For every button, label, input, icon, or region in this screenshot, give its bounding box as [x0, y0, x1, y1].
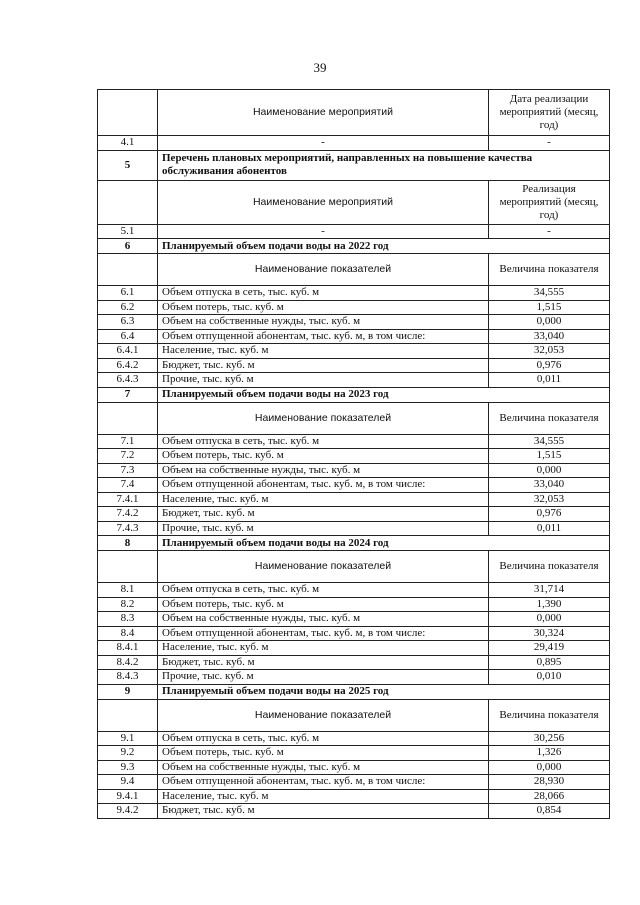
table-row — [98, 507, 610, 522]
row-num: 7.4 — [98, 478, 158, 493]
row-value: 29,419 — [489, 641, 610, 656]
row-num: 9.2 — [98, 746, 158, 761]
row-num: 6.4.3 — [98, 373, 158, 388]
table-row — [98, 760, 610, 775]
table-row — [98, 775, 610, 790]
row-value: 1,515 — [489, 300, 610, 315]
section-title: Планируемый объем подачи воды на 2022 год — [158, 239, 610, 254]
row-num: 4.1 — [98, 136, 158, 151]
row-name: Объем отпуска в сеть, тыс. куб. м — [158, 731, 489, 746]
row-num: 6.2 — [98, 300, 158, 315]
row-num: 8.4 — [98, 626, 158, 641]
row-num: 7.3 — [98, 463, 158, 478]
row-name: Объем на собственные нужды, тыс. куб. м — [158, 760, 489, 775]
row-name: Бюджет, тыс. куб. м — [158, 804, 489, 819]
section-title-row — [98, 536, 610, 551]
row-num: 9.3 — [98, 760, 158, 775]
table-header-row — [98, 90, 610, 136]
section-header-value: Реализация мероприятий (месяц, год) — [489, 180, 610, 224]
section-number: 8 — [98, 536, 158, 551]
row-name: Объем на собственные нужды, тыс. куб. м — [158, 315, 489, 330]
row-num: 6.4.2 — [98, 358, 158, 373]
row-name: Объем отпуска в сеть, тыс. куб. м — [158, 286, 489, 301]
row-value: - — [489, 224, 610, 239]
row-name: Прочие, тыс. куб. м — [158, 521, 489, 536]
row-value: 0,895 — [489, 655, 610, 670]
section-header-num — [98, 180, 158, 224]
row-name: - — [158, 136, 489, 151]
row-value: 1,515 — [489, 449, 610, 464]
row-name: Бюджет, тыс. куб. м — [158, 655, 489, 670]
row-value: 32,053 — [489, 344, 610, 359]
page-number: 39 — [313, 60, 327, 75]
table-row — [98, 224, 610, 239]
section-header-name: Наименование показателей — [158, 402, 489, 434]
row-num: 8.4.3 — [98, 670, 158, 685]
section-header-num — [98, 699, 158, 731]
row-num: 6.4 — [98, 329, 158, 344]
row-name: Объем отпущенной абонентам, тыс. куб. м, в том числе: — [158, 775, 489, 790]
section-header-name: Наименование показателей — [158, 699, 489, 731]
row-value: 1,326 — [489, 746, 610, 761]
section-header-row — [98, 551, 610, 583]
section-header-name: Наименование мероприятий — [158, 180, 489, 224]
section-header-row — [98, 699, 610, 731]
row-name: Объем потерь, тыс. куб. м — [158, 746, 489, 761]
table-row — [98, 731, 610, 746]
section-title: Планируемый объем подачи воды на 2023 год — [158, 387, 610, 402]
table-row — [98, 655, 610, 670]
section-title: Планируемый объем подачи воды на 2025 год — [158, 684, 610, 699]
row-value: 30,324 — [489, 626, 610, 641]
section-title-row — [98, 387, 610, 402]
row-num: 6.1 — [98, 286, 158, 301]
row-value: 0,854 — [489, 804, 610, 819]
row-num: 8.2 — [98, 597, 158, 612]
row-value: 32,053 — [489, 492, 610, 507]
table-row — [98, 641, 610, 656]
row-num: 9.4.1 — [98, 789, 158, 804]
row-num: 9.1 — [98, 731, 158, 746]
table-row — [98, 300, 610, 315]
row-value: 0,011 — [489, 521, 610, 536]
row-value: 0,976 — [489, 507, 610, 522]
table-row — [98, 286, 610, 301]
row-name: Объем отпущенной абонентам, тыс. куб. м, в том числе: — [158, 626, 489, 641]
row-name: - — [158, 224, 489, 239]
row-num: 6.3 — [98, 315, 158, 330]
table-row — [98, 583, 610, 598]
row-value: 33,040 — [489, 478, 610, 493]
section-header-row — [98, 180, 610, 224]
row-name: Объем потерь, тыс. куб. м — [158, 300, 489, 315]
row-value: 28,930 — [489, 775, 610, 790]
section-header-num — [98, 254, 158, 286]
row-value: - — [489, 136, 610, 151]
table-row — [98, 434, 610, 449]
row-value: 34,555 — [489, 434, 610, 449]
row-name: Прочие, тыс. куб. м — [158, 373, 489, 388]
section-header-num — [98, 551, 158, 583]
row-num: 7.4.3 — [98, 521, 158, 536]
row-name: Население, тыс. куб. м — [158, 641, 489, 656]
header-name-cell: Наименование мероприятий — [158, 90, 489, 136]
row-name: Население, тыс. куб. м — [158, 492, 489, 507]
row-name: Объем потерь, тыс. куб. м — [158, 597, 489, 612]
row-name: Объем отпуска в сеть, тыс. куб. м — [158, 583, 489, 598]
row-name: Объем отпуска в сеть, тыс. куб. м — [158, 434, 489, 449]
table-row — [98, 329, 610, 344]
row-value: 28,066 — [489, 789, 610, 804]
row-value: 31,714 — [489, 583, 610, 598]
row-num: 7.4.2 — [98, 507, 158, 522]
section-header-value: Величина показателя — [489, 699, 610, 731]
row-value: 0,000 — [489, 315, 610, 330]
table-body — [98, 90, 610, 819]
row-value: 0,010 — [489, 670, 610, 685]
section-number: 5 — [98, 150, 158, 180]
section-header-value: Величина показателя — [489, 551, 610, 583]
row-num: 5.1 — [98, 224, 158, 239]
section-header-value: Величина показателя — [489, 402, 610, 434]
row-value: 34,555 — [489, 286, 610, 301]
row-num: 8.3 — [98, 612, 158, 627]
section-title-row — [98, 239, 610, 254]
row-name: Бюджет, тыс. куб. м — [158, 358, 489, 373]
row-value: 0,976 — [489, 358, 610, 373]
row-num: 7.4.1 — [98, 492, 158, 507]
table-row — [98, 521, 610, 536]
row-name: Объем потерь, тыс. куб. м — [158, 449, 489, 464]
table-row — [98, 136, 610, 151]
row-name: Объем отпущенной абонентам, тыс. куб. м, в том числе: — [158, 478, 489, 493]
table-row — [98, 478, 610, 493]
section-title-row — [98, 150, 610, 180]
section-number: 9 — [98, 684, 158, 699]
row-name: Население, тыс. куб. м — [158, 344, 489, 359]
section-header-value: Величина показателя — [489, 254, 610, 286]
row-name: Объем отпущенной абонентам, тыс. куб. м, в том числе: — [158, 329, 489, 344]
table-row — [98, 492, 610, 507]
row-num: 8.4.2 — [98, 655, 158, 670]
section-number: 7 — [98, 387, 158, 402]
row-num: 9.4.2 — [98, 804, 158, 819]
table-row — [98, 463, 610, 478]
table-row — [98, 612, 610, 627]
section-number: 6 — [98, 239, 158, 254]
row-num: 9.4 — [98, 775, 158, 790]
table-row — [98, 789, 610, 804]
measures-table — [97, 89, 610, 819]
section-header-num — [98, 402, 158, 434]
row-value: 30,256 — [489, 731, 610, 746]
row-name: Бюджет, тыс. куб. м — [158, 507, 489, 522]
row-value: 0,000 — [489, 760, 610, 775]
row-name: Объем на собственные нужды, тыс. куб. м — [158, 463, 489, 478]
row-value: 0,011 — [489, 373, 610, 388]
row-name: Объем на собственные нужды, тыс. куб. м — [158, 612, 489, 627]
table-row — [98, 597, 610, 612]
section-title-row — [98, 684, 610, 699]
row-value: 0,000 — [489, 463, 610, 478]
table-row — [98, 670, 610, 685]
section-header-row — [98, 254, 610, 286]
row-num: 7.1 — [98, 434, 158, 449]
row-num: 8.4.1 — [98, 641, 158, 656]
table-row — [98, 344, 610, 359]
table-row — [98, 626, 610, 641]
table-row — [98, 449, 610, 464]
section-title: Планируемый объем подачи воды на 2024 год — [158, 536, 610, 551]
header-date-cell: Дата реализации мероприятий (месяц, год) — [489, 90, 610, 136]
row-num: 8.1 — [98, 583, 158, 598]
row-value: 1,390 — [489, 597, 610, 612]
row-num: 6.4.1 — [98, 344, 158, 359]
section-title: Перечень плановых мероприятий, направленных на повышение качества обслуживания абонентов — [158, 150, 610, 180]
section-header-name: Наименование показателей — [158, 254, 489, 286]
section-header-name: Наименование показателей — [158, 551, 489, 583]
section-header-row — [98, 402, 610, 434]
header-num-cell — [98, 90, 158, 136]
table-row — [98, 373, 610, 388]
table-row — [98, 358, 610, 373]
row-value: 33,040 — [489, 329, 610, 344]
table-row — [98, 804, 610, 819]
row-name: Население, тыс. куб. м — [158, 789, 489, 804]
table-row — [98, 746, 610, 761]
table-row — [98, 315, 610, 330]
row-num: 7.2 — [98, 449, 158, 464]
row-name: Прочие, тыс. куб. м — [158, 670, 489, 685]
row-value: 0,000 — [489, 612, 610, 627]
